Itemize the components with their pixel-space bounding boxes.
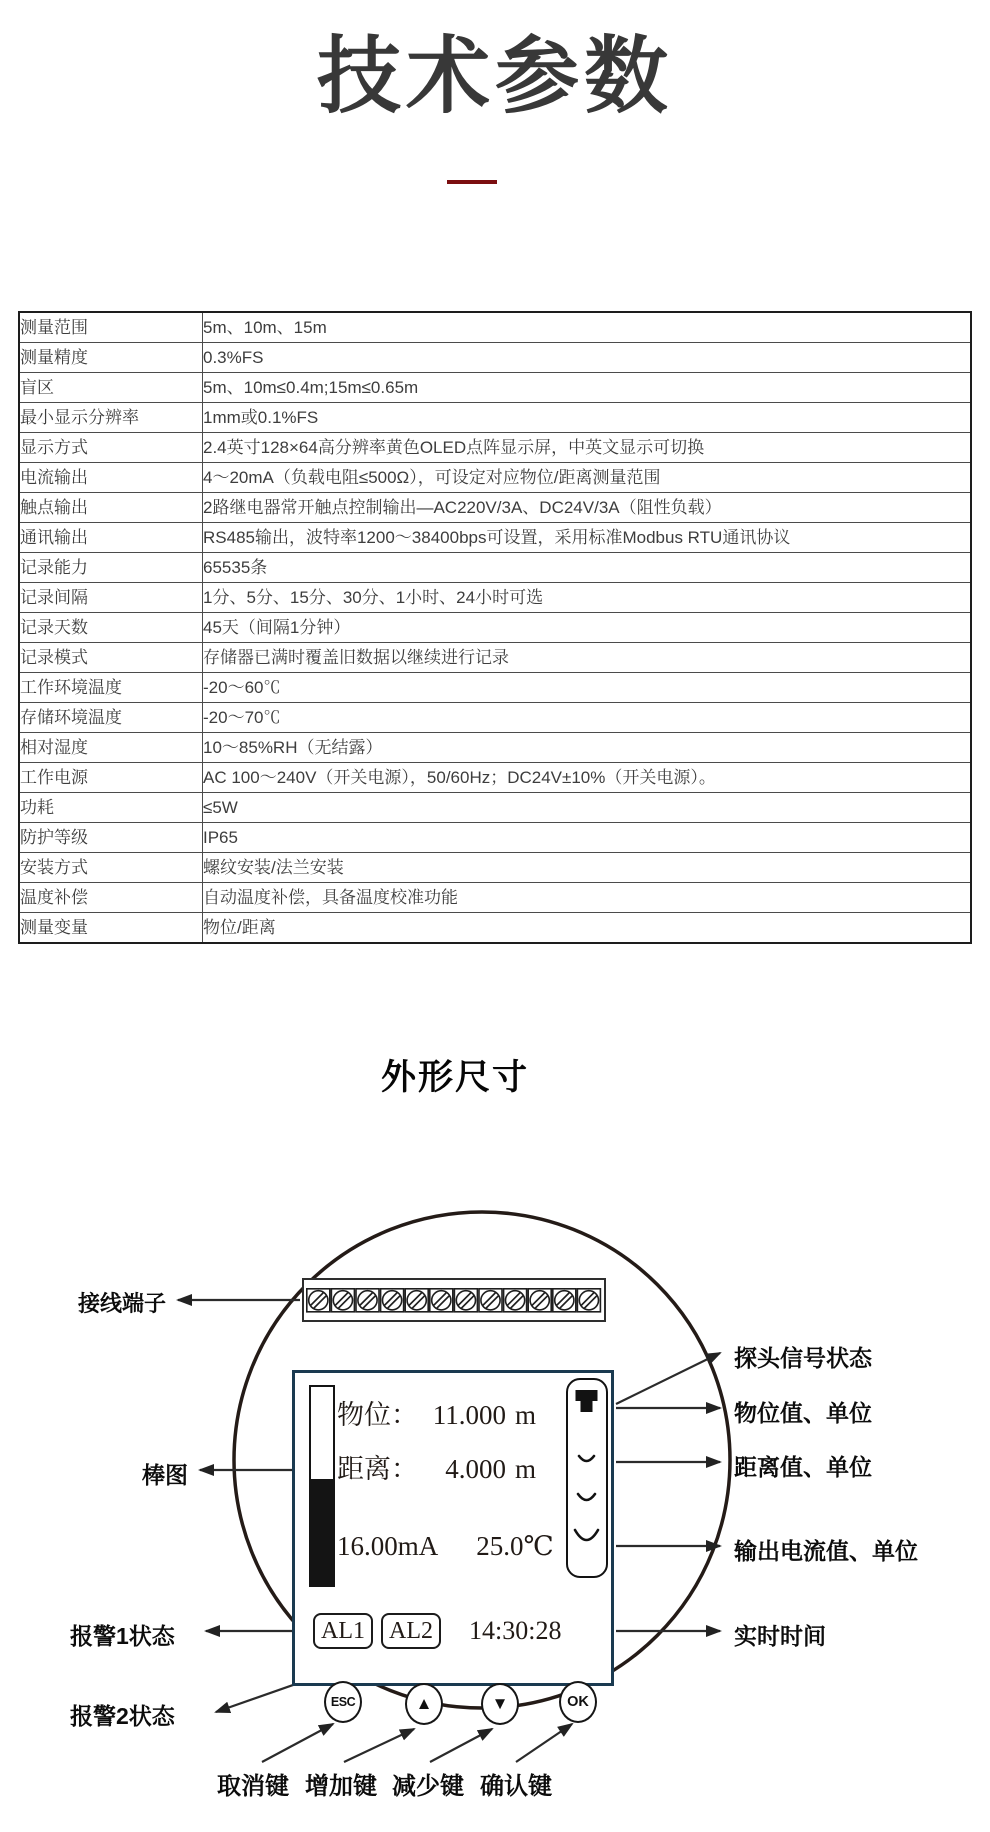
section-title-outline-dimensions: 外形尺寸 — [380, 1058, 529, 1097]
row-value: -20～70℃ — [203, 703, 972, 733]
row-label: 测量变量 — [19, 913, 203, 944]
row-value: AC 100～240V（开关电源），50/60Hz；DC24V±10%（开关电源）。 — [203, 763, 972, 793]
row-value: RS485输出，波特率1200～38400bps可设置，采用标准Modbus RTU通讯协议 — [203, 523, 972, 553]
callout-probe-status: 探头信号状态 — [734, 1345, 872, 1371]
table-row — [19, 883, 971, 913]
callout-alarm2: 报警2状态 — [70, 1703, 175, 1729]
row-label: 安装方式 — [19, 853, 203, 883]
temperature-value: 25.0℃ — [476, 1531, 554, 1561]
row-label: 工作环境温度 — [19, 673, 203, 703]
row-label: 温度补偿 — [19, 883, 203, 913]
ok-button: OK — [559, 1681, 597, 1723]
table-row — [19, 613, 971, 643]
distance-value: 4.000 — [445, 1454, 506, 1484]
terminal-screws-icon — [306, 1282, 604, 1320]
row-value: ≤5W — [203, 793, 972, 823]
up-button: ▲ — [405, 1683, 443, 1725]
callout-distance-value: 距离值、单位 — [734, 1454, 872, 1480]
callout-terminal: 接线端子 — [78, 1291, 167, 1316]
table-row — [19, 493, 971, 523]
table-row — [19, 793, 971, 823]
row-label: 盲区 — [19, 373, 203, 403]
current-temp-row — [337, 1531, 554, 1562]
spec-table-wrap — [18, 311, 972, 944]
table-row — [19, 312, 971, 343]
row-value: 10～85%RH（无结露） — [203, 733, 972, 763]
table-row — [19, 373, 971, 403]
table-row — [19, 403, 971, 433]
label-confirm-key: 确认键 — [480, 1773, 552, 1800]
row-label: 存储环境温度 — [19, 703, 203, 733]
alarm1-badge: AL1 — [313, 1613, 373, 1649]
row-label: 测量精度 — [19, 343, 203, 373]
bar-graph-fill — [311, 1479, 333, 1585]
row-value: 2路继电器常开触点控制输出—AC220V/3A、DC24V/3A（阻性负载） — [203, 493, 972, 523]
esc-button: ESC — [324, 1681, 362, 1723]
row-value: 1分、5分、15分、30分、1小时、24小时可选 — [203, 583, 972, 613]
table-row — [19, 913, 971, 944]
callout-alarm1: 报警1状态 — [70, 1623, 175, 1649]
row-value: 0.3%FS — [203, 343, 972, 373]
table-row — [19, 823, 971, 853]
row-value: 4～20mA（负载电阻≤500Ω），可设定对应物位/距离测量范围 — [203, 463, 972, 493]
row-value: -20～60℃ — [203, 673, 972, 703]
clock-value: 14:30:28 — [469, 1616, 562, 1645]
row-label: 防护等级 — [19, 823, 203, 853]
label-cancel-key: 取消键 — [217, 1773, 289, 1800]
row-label: 记录间隔 — [19, 583, 203, 613]
row-value: 螺纹安装/法兰安装 — [203, 853, 972, 883]
row-value: 物位/距离 — [203, 913, 972, 944]
arrow-esc-key — [262, 1724, 333, 1762]
page-title: 技术参数 — [316, 29, 673, 123]
output-current-value: 16.00mA — [337, 1531, 439, 1561]
distance-unit: m — [515, 1454, 537, 1484]
down-button: ▼ — [481, 1683, 519, 1725]
row-label: 记录模式 — [19, 643, 203, 673]
row-label: 显示方式 — [19, 433, 203, 463]
table-row — [19, 733, 971, 763]
row-value: 存储器已满时覆盖旧数据以继续进行记录 — [203, 643, 972, 673]
arrow-probe-status — [616, 1353, 720, 1404]
row-label: 电流输出 — [19, 463, 203, 493]
table-row — [19, 853, 971, 883]
terminal-block — [302, 1278, 606, 1322]
row-value: 2.4英寸128×64高分辨率黄色OLED点阵显示屏，中英文显示可切换 — [203, 433, 972, 463]
arrow-up-key — [344, 1729, 414, 1762]
table-row — [19, 463, 971, 493]
arrow-down-key — [430, 1729, 492, 1762]
row-label: 工作电源 — [19, 763, 203, 793]
label-decrease-key: 减少键 — [392, 1773, 464, 1800]
callout-bargraph: 棒图 — [142, 1462, 188, 1488]
callout-current-value: 输出电流值、单位 — [734, 1538, 918, 1564]
callout-time: 实时时间 — [734, 1623, 826, 1649]
row-value: IP65 — [203, 823, 972, 853]
probe-signal-icon — [566, 1378, 608, 1578]
alarm2-badge: AL2 — [381, 1613, 441, 1649]
row-label: 触点输出 — [19, 493, 203, 523]
table-row — [19, 583, 971, 613]
row-label: 记录天数 — [19, 613, 203, 643]
table-row — [19, 523, 971, 553]
spec-table — [18, 311, 972, 944]
level-row — [337, 1393, 536, 1432]
table-row — [19, 553, 971, 583]
level-unit: m — [515, 1400, 537, 1430]
table-row — [19, 673, 971, 703]
row-label: 测量范围 — [19, 312, 203, 343]
row-value: 1mm或0.1%FS — [203, 403, 972, 433]
table-row — [19, 643, 971, 673]
arrow-ok-key — [516, 1724, 572, 1762]
row-value: 5m、10m、15m — [203, 312, 972, 343]
row-value: 65535条 — [203, 553, 972, 583]
table-row — [19, 433, 971, 463]
table-row — [19, 763, 971, 793]
table-row — [19, 343, 971, 373]
level-value: 11.000 — [432, 1400, 506, 1430]
row-label: 通讯输出 — [19, 523, 203, 553]
level-label: 物位： — [337, 1400, 418, 1430]
row-label: 功耗 — [19, 793, 203, 823]
distance-row — [337, 1447, 536, 1486]
callout-level-value: 物位值、单位 — [734, 1400, 872, 1426]
row-label: 最小显示分辨率 — [19, 403, 203, 433]
row-label: 相对湿度 — [19, 733, 203, 763]
label-increase-key: 增加键 — [305, 1773, 377, 1800]
bar-graph — [309, 1385, 335, 1587]
row-label: 记录能力 — [19, 553, 203, 583]
table-row — [19, 703, 971, 733]
distance-label: 距离： — [337, 1454, 418, 1484]
row-value: 自动温度补偿，具备温度校准功能 — [203, 883, 972, 913]
row-value: 5m、10m≤0.4m;15m≤0.65m — [203, 373, 972, 403]
title-underline — [447, 180, 497, 184]
row-value: 45天（间隔1分钟） — [203, 613, 972, 643]
